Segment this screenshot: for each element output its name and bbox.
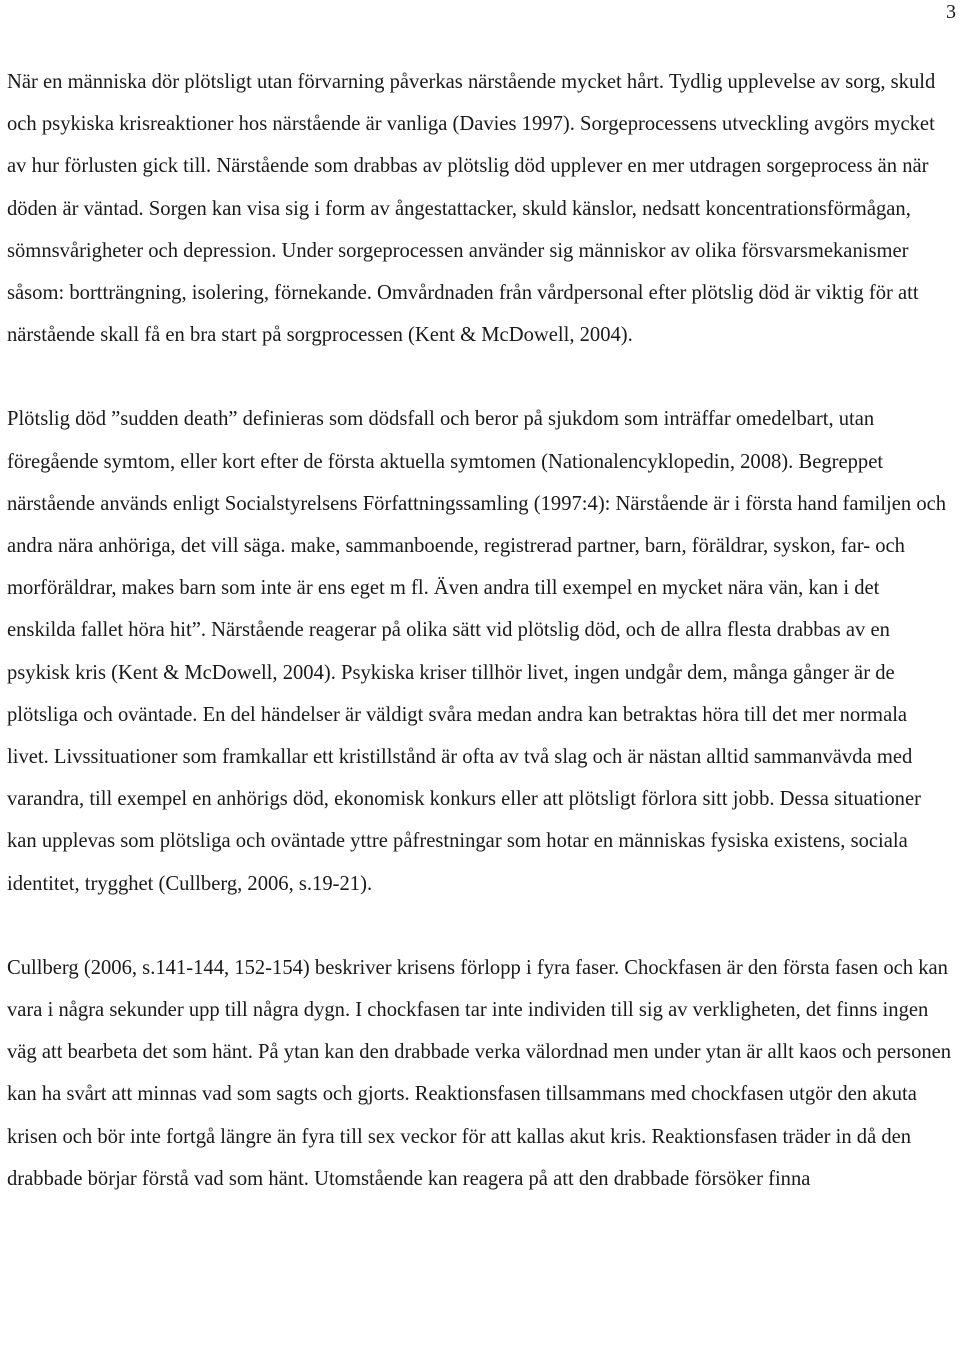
page-number: 3 bbox=[946, 1, 956, 23]
paragraph-sudden-death-grief: När en människa dör plötsligt utan förvarning påverkas närstående mycket hårt. Tydlig upplevelse av sorg, skuld och psykiska krisreaktioner hos närstående är vanliga (Davies 1997). Sorgeprocessens utveckling avgörs mycket av hur förlusten gick till. Närstående som drabbas av plötslig död upplever en mer utdragen sorgeprocess än när döden är väntad. Sorgen kan visa sig i form av ångestattacker, skuld känslor, nedsatt koncentrationsförmågan, sömnsvårigheter och depression. Under sorgeprocessen använder sig människor av olika försvarsmekanismer såsom: bortträngning, isolering, förnekande. Omvårdnaden från vårdpersonal efter plötslig död är viktig för att närstående skall få en bra start på sorgprocessen (Kent & McDowell, 2004). bbox=[7, 71, 936, 347]
paragraph-definition-sudden-death: Plötslig död ”sudden death” definieras som dödsfall och beror på sjukdom som inträffar omedelbart, utan föregående symtom, eller kort efter de första aktuella symtomen (Nationalencyklopedin, 2008). Begreppet närstående används enligt Socialstyrelsens Författningssamling (1997:4): Närstående är i första hand familjen och andra nära anhöriga, det vill säga. make, sammanboende, registrerad partner, barn, föräldrar, syskon, far- och morföräldrar, makes barn som inte är ens eget m fl. Även andra till exempel en mycket nära vän, kan i det enskilda fallet höra hit”. Närstående reagerar på olika sätt vid plötslig död, och de allra flesta drabbas av en psykisk kris (Kent & McDowell, 2004). Psykiska kriser tillhör livet, ingen undgår dem, många gånger är de plötsliga och oväntade. En del händelser är väldigt svåra medan andra kan betraktas höra till det mer normala livet. Livssituationer som framkallar ett kristillstånd är ofta av två slag och är nästan alltid sammanvävda med varandra, till exempel en anhörigs död, ekonomisk konkurs eller att plötsligt förlora sitt jobb. Dessa situationer kan upplevas som plötsliga och oväntade yttre påfrestningar som hotar en människas fysiska existens, sociala identitet, trygghet (Cullberg, 2006, s.19-21). bbox=[7, 408, 947, 895]
paragraph-crisis-phases: Cullberg (2006, s.141-144, 152-154) beskriver krisens förlopp i fyra faser. Chockfasen är den första fasen och kan vara i några sekunder upp till några dygn. I chockfasen tar inte individen till sig av verkligheten, det finns ingen väg att bearbeta det som hänt. På ytan kan den drabbade verka välordnad men under ytan är allt kaos och personen kan ha svårt att minnas vad som sagts och gjorts. Reaktionsfasen tillsammans med chockfasen utgör den akuta krisen och bör inte fortgå längre än fyra till sex veckor för att kallas akut kris. Reaktionsfasen träder in då den drabbade börjar förstå vad som hänt. Utomstående kan reagera på att den drabbade försöker finna bbox=[7, 956, 952, 1190]
document-body bbox=[7, 61, 953, 1200]
